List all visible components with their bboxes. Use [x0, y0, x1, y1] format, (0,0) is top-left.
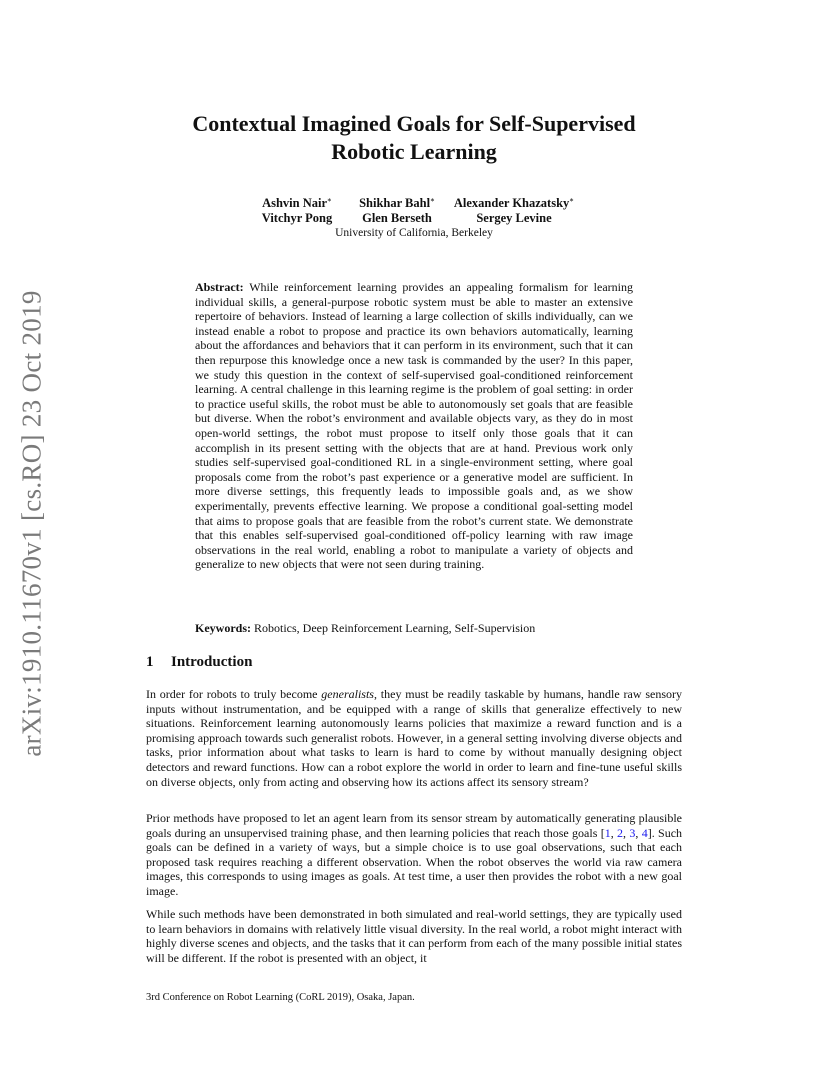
arxiv-id: arXiv:1910.11670v1 [cs.RO] 23 Oct 2019 — [16, 289, 47, 757]
author: Shikhar Bahl∗ — [359, 196, 435, 210]
citation-link[interactable]: 4 — [641, 825, 648, 840]
affiliation: University of California, Berkeley — [335, 227, 493, 239]
keywords-label: Keywords: — [195, 621, 251, 635]
arxiv-stamp — [16, 288, 47, 758]
emphasis: generalists — [321, 687, 374, 701]
author: Vitchyr Pong — [261, 211, 333, 225]
paragraph-1: In order for robots to truly become generalists, they must be readily taskable by humans, handle raw sensory inputs without instrumentation, and be equipped with a range of skills that generalize effectively to new situations. Reinforcement learning autonomously learns policies that maximize a reward function and is a promising approach towards such generalist robots. However, in a general setting involving diverse objects and tasks, prior information about what tasks to learn is hard to come by without manually designing object detectors and reward functions. How can a robot explore the world in order to learn and fine-tune useful skills on diverse objects, only from acting and observing how its actions affect its sensory stream? — [146, 687, 682, 789]
paragraph-2: Prior methods have proposed to let an agent learn from its sensor stream by automatically generating plausible goals during an unsupervised training phase, and then learning policies that reach those goals [1, 2, 3, 4]. Such goals can be defined in a variety of ways, but a simple choice is to use goal observations, such that each proposed task requires reaching a different observation. When the robot observes the world via raw camera images, this corresponds to using images as goals. At test time, a user then provides the robot with a new goal image. — [146, 811, 683, 898]
section-heading — [146, 654, 252, 671]
paper-title — [0, 110, 828, 166]
section-title: Introduction — [171, 654, 253, 670]
citation-link[interactable]: 1 — [604, 825, 611, 840]
citation-link[interactable]: 3 — [629, 825, 636, 840]
title-line-2: Robotic Learning — [331, 139, 497, 164]
abstract — [195, 280, 633, 572]
keywords — [195, 621, 633, 636]
keywords-text: Robotics, Deep Reinforcement Learning, Self-Supervision — [254, 621, 536, 635]
author: Ashvin Nair∗ — [262, 196, 332, 210]
author: Sergey Levine — [476, 211, 552, 225]
paragraph-3: While such methods have been demonstrated in both simulated and real-world settings, they are typically used to learn behaviors in domains with relatively little visual diversity. In the real world, a robot might interact with highly diverse scenes and objects, and the tasks that it can perform from each of the many possible initial states will be different. If the robot is presented with an object, it — [146, 907, 682, 965]
author-block — [0, 193, 828, 241]
author: Alexander Khazatsky∗ — [453, 196, 575, 210]
citation-link[interactable]: 2 — [617, 825, 624, 840]
abstract-label: Abstract: — [195, 280, 244, 294]
conference-footer: 3rd Conference on Robot Learning (CoRL 2019), Osaka, Japan. — [146, 992, 415, 1003]
author: Glen Berseth — [362, 211, 432, 225]
author-row-1 — [0, 193, 828, 211]
title-line-1: Contextual Imagined Goals for Self-Supervised — [192, 111, 636, 136]
section-number: 1 — [146, 654, 154, 670]
author-row-2 — [0, 211, 828, 226]
abstract-text: While reinforcement learning provides an appealing formalism for learning individual skills, a general-purpose robotic system must be able to master an extensive repertoire of behaviors. Instead of learning a large collection of skills individually, can we instead enable a robot to propose and practice its own behaviors automatically, learning about the affordances and behaviors that it can perform in its environment, such that it can then repurpose this knowledge once a new task is commanded by the user? In this paper, we study this question in the context of self-supervised goal-conditioned reinforcement learning. A central challenge in this learning regime is the problem of goal setting: in order to practice useful skills, the robot must be able to autonomously set goals that are feasible but diverse. When the robot’s environment and available objects vary, as they do in most open-world settings, the robot must propose to itself only those goals that it can accomplish in its present setting with the objects that are at hand. Previous work only studies self-supervised goal-conditioned RL in a single-environment setting, where goal proposals come from the robot’s past experience or a generative model are sufficient. In more diverse settings, this frequently leads to impossible goals and, as we show experimentally, prevents effective learning. We propose a conditional goal-setting model that aims to propose goals that are feasible from the robot’s current state. We demonstrate that this enables self-supervised goal-conditioned off-policy learning with raw image observations in the real world, enabling a robot to manipulate a variety of objects and generalize to new objects that were not seen during training. — [195, 280, 633, 572]
